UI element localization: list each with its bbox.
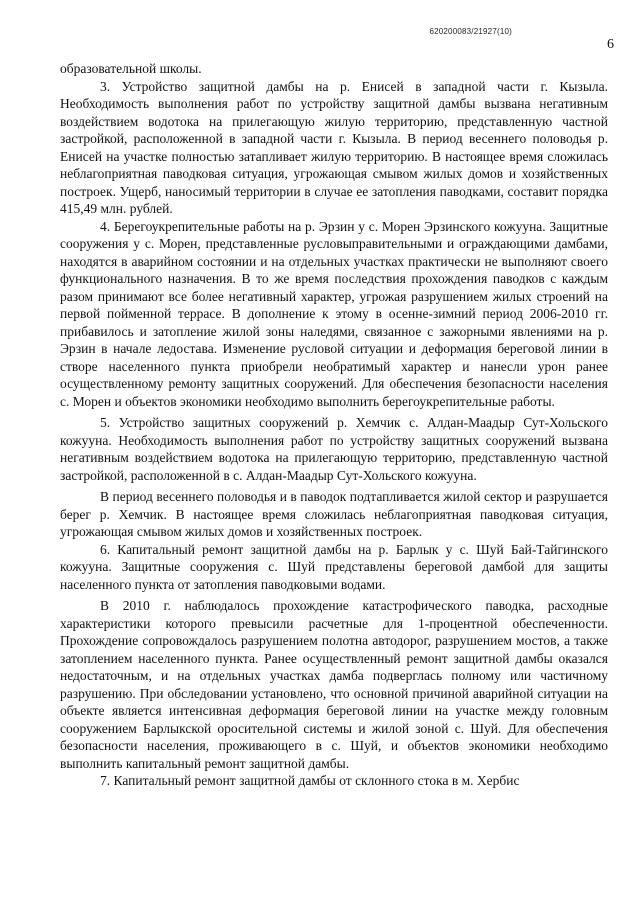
page-number: 6 — [607, 37, 614, 52]
paragraph-item-5-detail: В период весеннего половодья и в паводок подтапливается жилой сектор и разрушается берег р. Хемчик. В настоящее время сложилась неблагоприятная паводковая ситуация, угрожающая смывом жилых домов и хозяйственных построек. — [60, 489, 608, 539]
document-code: 620200083/21927(10) — [429, 27, 512, 36]
paragraph-item-6: 6. Капитальный ремонт защитной дамбы на р. Барлык у с. Шуй Бай-Тайгинского кожууна. Защитные сооружения с. Шуй представлены береговой дамбой для защиты населенного пункта от затопления паводковыми водами. — [60, 541, 608, 592]
paragraph-continuation: образовательной школы. — [60, 61, 202, 76]
paragraph-item-4: 4. Берегоукрепительные работы на р. Эрзин у с. Морен Эрзинского кожууна. Защитные сооружения у с. Морен, представленные русловыправительными и ограждающими дамбами, находятся в аварийном состоянии и на отдельных участках практически не выполняют своего функционального назначения. В то же время последствия прохождения паводков с каждым разом принимают все более негативный характер, угрожая разрушением жилых строений на первой пойменной террасе. В дополнение к этому в осенне-зимний период 2006-2010 гг. прибавилось и затопление жилой зоны наледями, связанное с зажорными явлениями на р. Эрзин в начале ледостава. Изменение русловой ситуации и деформация береговой линии в створе населенного пункта приобрели необратимый характер и нанесли урон ранее осуществленному ремонту защитных сооружений. Для обеспечения безопасности населения с. Морен и объектов экономики необходимо выполнить берегоукрепительные работы. — [60, 218, 608, 409]
paragraph-item-3: 3. Устройство защитной дамбы на р. Енисей в западной части г. Кызыла. Необходимость выполнения работ по устройству защитной дамбы вызвана негативным воздействием водотока на прилегающую жилую территорию, представленную частной застройкой, расположенной в западной части г. Кызыла. В период весеннего половодья р. Енисей на участке полностью затапливает жилую территорию. В настоящее время сложилась неблагоприятная паводковая ситуация, угрожающая смывом жилых домов и хозяйственных построек. Ущерб, наносимый территории в случае ее затопления паводками, составит порядка 415,49 млн. рублей. — [60, 78, 608, 216]
document-body — [60, 60, 608, 790]
paragraph-item-7: 7. Капитальный ремонт защитной дамбы от склонного стока в м. Хербис — [100, 773, 520, 788]
paragraph-item-5: 5. Устройство защитных сооружений р. Хемчик с. Алдан-Маадыр Сут-Хольского кожууна. Необходимость выполнения работ по устройству защитных сооружений вызвана негативным воздействием водотока на прилегающую территорию, представленную частной застройкой, расположенной в с. Алдан-Маадыр Сут-Хольского кожууна. — [60, 415, 608, 483]
paragraph-item-6-detail: В 2010 г. наблюдалось прохождение катастрофического паводка, расходные характеристики которого превысили расчетные для 1-процентной обеспеченности. Прохождение сопровождалось разрушением полотна автодорог, разрушением мостов, а также затоплением населенного пункта. Ранее осуществленный ремонт защитной дамбы оказался недостаточным, и на отдельных участках дамба подверглась полному или частичному разрушению. При обследовании установлено, что основной причиной аварийной ситуации на объекте является интенсивная деформация береговой линии на участке между головным сооружением Барлыкской оросительной системы и жилой зоной с. Шуй. Для обеспечения безопасности населения, проживающего в с. Шуй, и объектов экономики необходимо выполнить капитальный ремонт защитной дамбы. — [60, 598, 608, 771]
